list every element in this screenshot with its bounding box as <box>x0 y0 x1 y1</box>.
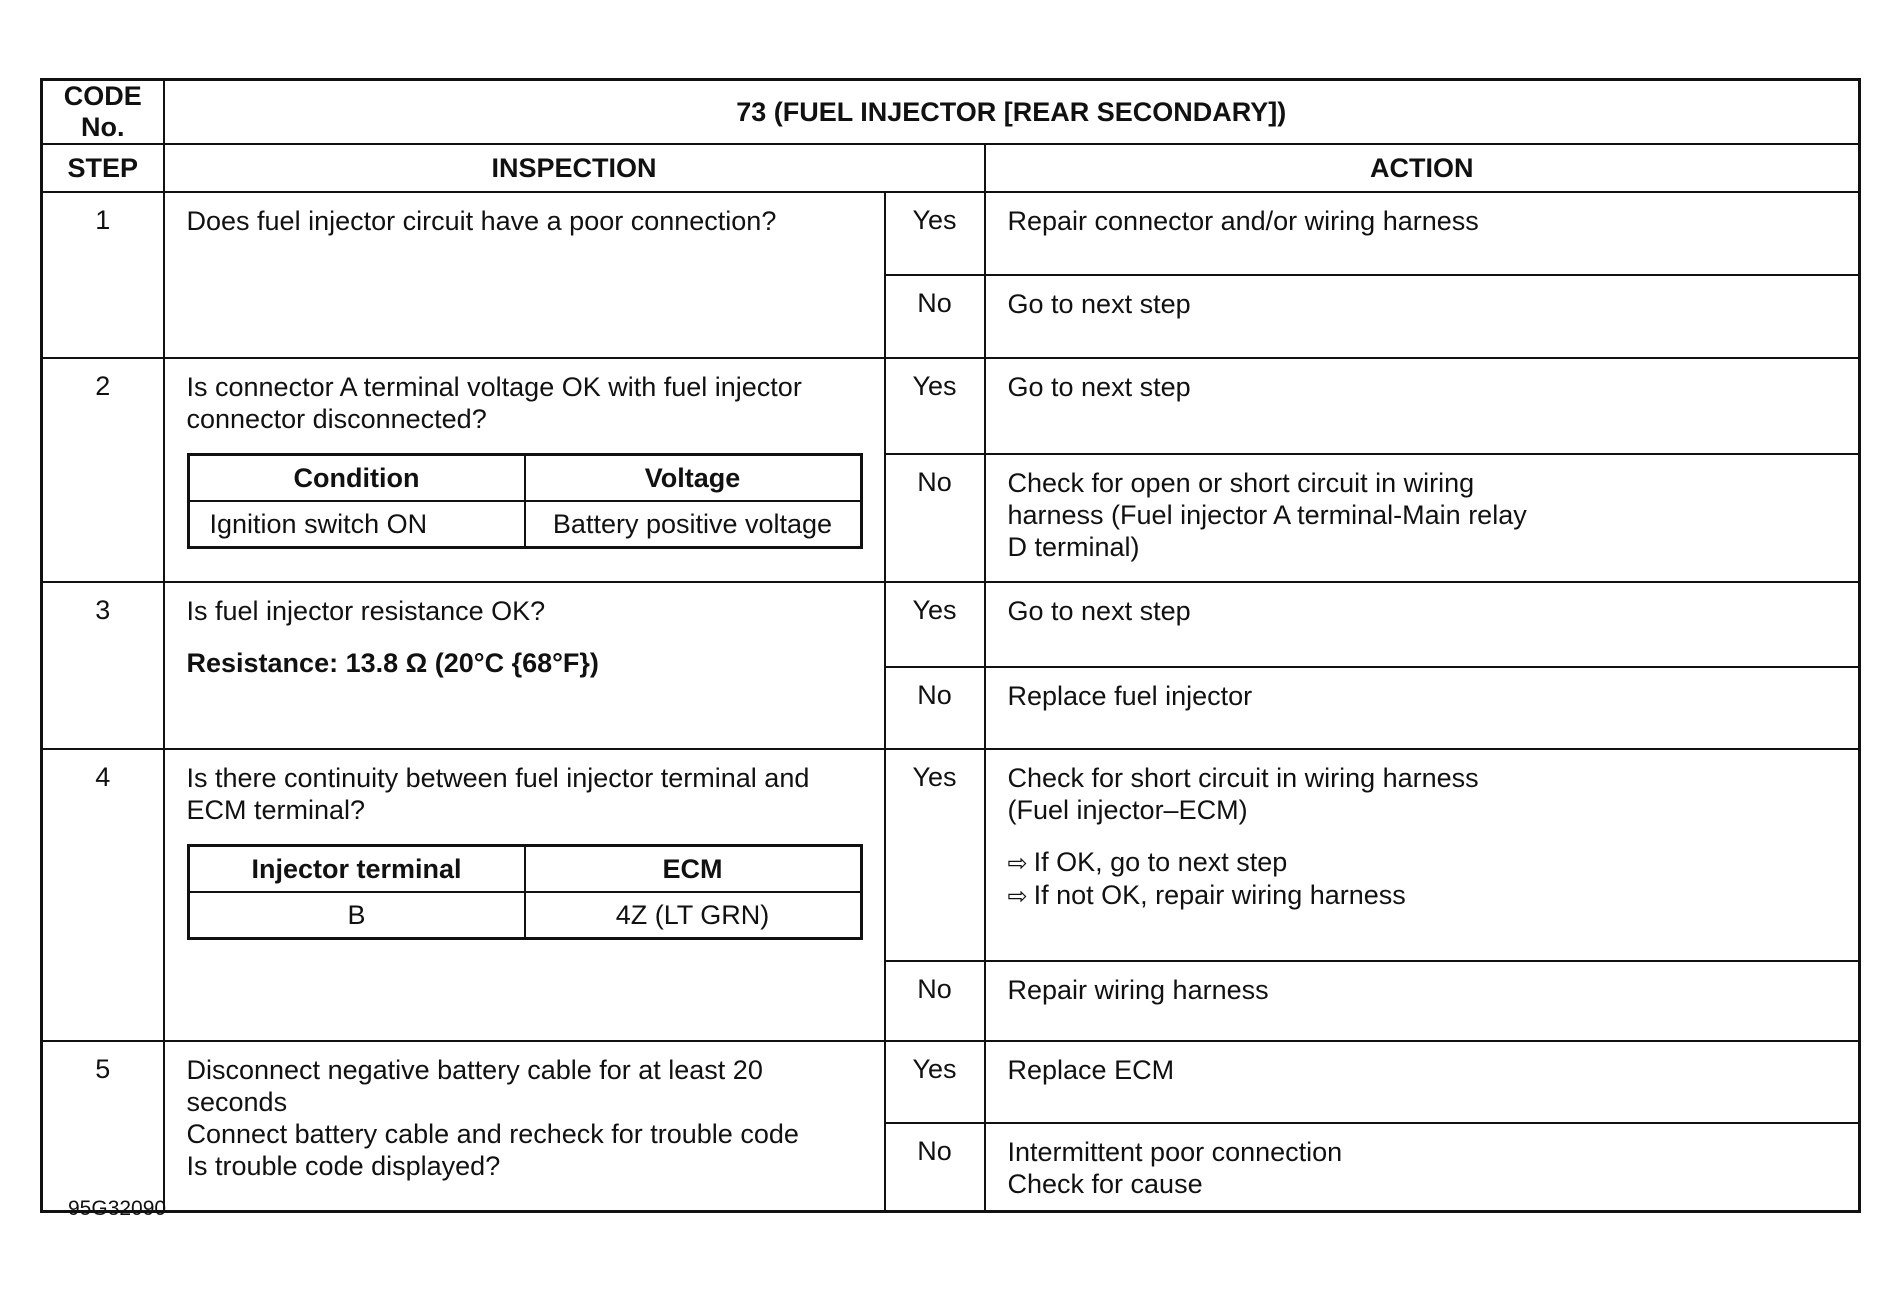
no-label: No <box>885 961 985 1041</box>
diagnostic-table <box>40 78 1861 1213</box>
step-1-yes-row <box>42 192 1860 275</box>
step-number: 5 <box>42 1041 164 1212</box>
inspection-text: Is fuel injector resistance OK? Resistance: 13.8 Ω (20°C {68°F}) <box>164 582 885 749</box>
inspection-text: Is connector A terminal voltage OK with fuel injector connector disconnected? Condition Voltage Ignition switch ON Battery positive voltage <box>164 358 885 582</box>
action-text: Go to next step <box>985 582 1860 667</box>
inspection-header: INSPECTION <box>164 144 985 192</box>
condition-value: Ignition switch ON <box>188 501 525 548</box>
figure-reference: 95G32090 <box>68 1197 167 1220</box>
step-4-yes-row <box>42 749 1860 961</box>
injector-terminal-header: Injector terminal <box>188 846 525 893</box>
resistance-spec: Resistance: 13.8 Ω (20°C {68°F}) <box>186 648 599 678</box>
step-number: 3 <box>42 582 164 749</box>
right-arrow-icon: ⇨ <box>1007 849 1028 877</box>
step-5-yes-row <box>42 1041 1860 1123</box>
step-number: 2 <box>42 358 164 582</box>
action-header: ACTION <box>985 144 1860 192</box>
step-number: 1 <box>42 192 164 358</box>
action-text: Repair connector and/or wiring harness <box>985 192 1860 275</box>
code-title: 73 (FUEL INJECTOR [REAR SECONDARY]) <box>164 80 1860 145</box>
no-label: No <box>885 454 985 582</box>
ecm-header: ECM <box>525 846 862 893</box>
bullet-item: ⇨ If not OK, repair wiring harness <box>1007 880 1406 910</box>
no-label: No <box>885 1123 985 1212</box>
step-number: 4 <box>42 749 164 1041</box>
inspection-text: Is there continuity between fuel injector terminal and ECM terminal? Injector terminal ECM B 4Z (LT GRN) <box>164 749 885 1041</box>
no-label: No <box>885 667 985 749</box>
yes-label: Yes <box>885 192 985 275</box>
voltage-spec-table <box>187 453 863 549</box>
step-2-yes-row <box>42 358 1860 454</box>
right-arrow-icon: ⇨ <box>1007 882 1028 910</box>
action-text: Check for open or short circuit in wiring harness (Fuel injector A terminal-Main relay D terminal) <box>985 454 1860 582</box>
action-text: Repair wiring harness <box>985 961 1860 1041</box>
action-text: Check for short circuit in wiring harness (Fuel injector–ECM) ⇨ If OK, go to next step ⇨ If not OK, repair wiring harness <box>985 749 1860 961</box>
yes-label: Yes <box>885 582 985 667</box>
bullet-item: ⇨ If OK, go to next step <box>1007 847 1288 877</box>
action-text: Replace fuel injector <box>985 667 1860 749</box>
inspection-text: Disconnect negative battery cable for at least 20 seconds Connect battery cable and recheck for trouble code Is trouble code displayed? <box>164 1041 885 1212</box>
inspection-text: Does fuel injector circuit have a poor connection? <box>164 192 885 358</box>
code-label: CODE No. <box>42 80 164 145</box>
action-text: Intermittent poor connection Check for cause <box>985 1123 1860 1212</box>
yes-label: Yes <box>885 358 985 454</box>
action-text: Go to next step <box>985 358 1860 454</box>
ecm-terminal-value: 4Z (LT GRN) <box>525 892 862 939</box>
action-text: Go to next step <box>985 275 1860 358</box>
action-text: Replace ECM <box>985 1041 1860 1123</box>
continuity-spec-table <box>187 844 863 940</box>
injector-terminal-value: B <box>188 892 525 939</box>
condition-header: Condition <box>188 455 525 502</box>
yes-label: Yes <box>885 749 985 961</box>
no-label: No <box>885 275 985 358</box>
yes-label: Yes <box>885 1041 985 1123</box>
step-3-yes-row <box>42 582 1860 667</box>
step-header: STEP <box>42 144 164 192</box>
voltage-header: Voltage <box>525 455 862 502</box>
voltage-value: Battery positive voltage <box>525 501 862 548</box>
